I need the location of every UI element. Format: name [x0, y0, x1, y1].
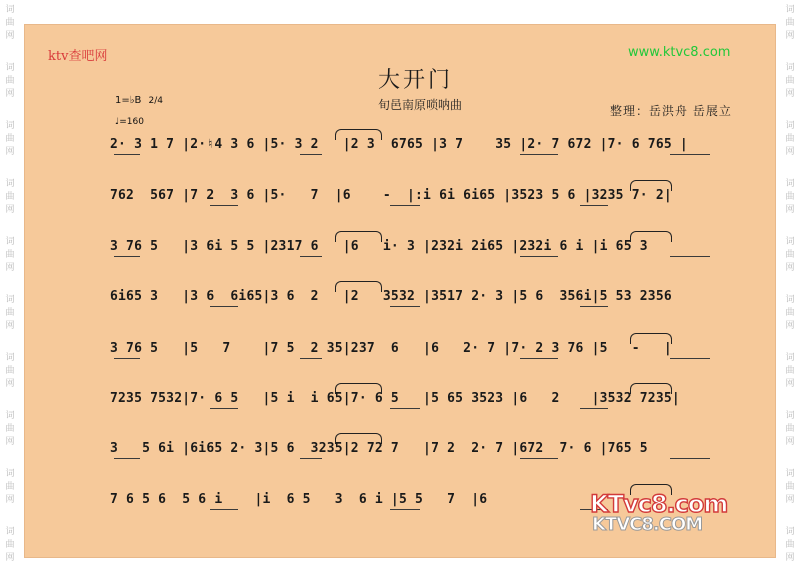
watermark-text: 词 曲 网 [5, 295, 15, 331]
score-line [110, 289, 760, 313]
site-brand-left[interactable]: ktv查吧网 [48, 49, 108, 64]
logo-line-1: KTvc8.com [590, 490, 728, 518]
beam-line [210, 306, 238, 307]
jianpu-notes: 7 6 5 6 5 6 i |i 6 5 3 6 i |5 5 7 |6 [110, 492, 488, 507]
time-signature: 2/4 [148, 96, 163, 106]
slur-mark [630, 180, 672, 191]
site-logo[interactable] [590, 490, 750, 545]
watermark-text: 词 曲 网 [785, 527, 795, 563]
watermark-text: 词 曲 网 [5, 237, 15, 273]
beam-line [300, 154, 322, 155]
slur-mark [630, 383, 672, 394]
score-line [110, 441, 760, 465]
slur-mark [335, 129, 382, 140]
beam-line [390, 408, 420, 409]
key-signature [115, 94, 163, 108]
beam-line [390, 205, 420, 206]
watermark-text: 词 曲 网 [5, 121, 15, 157]
beam-line [114, 256, 140, 257]
tempo-marking: ♩=160 [115, 117, 144, 127]
watermark-text: 词 曲 网 [5, 469, 15, 505]
watermark-text: 词 曲 网 [785, 295, 795, 331]
score-line [110, 391, 760, 415]
watermark-text: 词 曲 网 [5, 5, 15, 41]
beam-line [210, 408, 238, 409]
watermark-text: 词 曲 网 [5, 63, 15, 99]
beam-line [520, 358, 558, 359]
score-line [110, 341, 760, 365]
logo-line-2: KTVC8.COM [592, 514, 703, 535]
jianpu-notes: 3 5 6i |6i65 2· 3|5 6 3235|2 72 7 |7 2 2· 7 |672 7· 6 |765 5 [110, 441, 648, 456]
slur-mark [335, 231, 382, 242]
song-title: 大开门 [378, 68, 454, 93]
watermark-text: 词 曲 网 [5, 179, 15, 215]
watermark-text: 词 曲 网 [785, 353, 795, 389]
song-subtitle: 旬邑南原唢呐曲 [378, 98, 463, 112]
beam-line [670, 358, 710, 359]
jianpu-notes: 6i65 3 |3 6 6i65|3 6 2 |2 3532 |3517 2· 3 |5 6 356i|5 53 2356 [110, 289, 672, 304]
watermark-text: 词 曲 网 [785, 63, 795, 99]
beam-line [114, 458, 140, 459]
watermark-text: 词 曲 网 [785, 121, 795, 157]
right-watermark-column [780, 0, 800, 579]
beam-line [520, 458, 558, 459]
watermark-text: 词 曲 网 [785, 411, 795, 447]
beam-line [210, 205, 238, 206]
beam-line [390, 306, 420, 307]
beam-line [114, 154, 140, 155]
watermark-text: 词 曲 网 [785, 179, 795, 215]
beam-line [580, 306, 608, 307]
watermark-text: 词 曲 网 [5, 527, 15, 563]
beam-line [300, 256, 322, 257]
beam-line [210, 509, 238, 510]
beam-line [670, 256, 710, 257]
left-watermark-column [0, 0, 20, 579]
beam-line [114, 358, 140, 359]
beam-line [390, 509, 420, 510]
watermark-text: 词 曲 网 [5, 353, 15, 389]
beam-line [300, 358, 322, 359]
score-line [110, 239, 760, 263]
watermark-text: 词 曲 网 [785, 5, 795, 41]
slur-mark [630, 231, 672, 242]
watermark-text: 词 曲 网 [5, 411, 15, 447]
jianpu-notes: 7235 7532|7· 6 5 |5 i i 65|7· 6 5 |5 65 3523 |6 2 |3532 7235| [110, 391, 680, 406]
slur-mark [335, 433, 382, 444]
slur-mark [335, 281, 382, 292]
watermark-text: 词 曲 网 [785, 469, 795, 505]
beam-line [670, 154, 710, 155]
site-url-right[interactable]: www.ktvc8.com [628, 45, 731, 60]
slur-mark [335, 383, 382, 394]
beam-line [520, 256, 558, 257]
beam-line [580, 408, 608, 409]
jianpu-notes: 762 567 |7 2 3 6 |5· 7 |6 - |:i 6i 6i65 |3523 5 6 |3235 7· 2| [110, 188, 672, 203]
score-line [110, 137, 760, 161]
slur-mark [630, 333, 672, 344]
beam-line [580, 205, 608, 206]
score-line [110, 188, 760, 212]
jianpu-notes: 2· 3 1 7 |2·♮4 3 6 |5· 3 2 |2 3 6765 |3 7 35 |2· 7 672 |7· 6 765 | [110, 137, 688, 152]
watermark-text: 词 曲 网 [785, 237, 795, 273]
beam-line [520, 154, 558, 155]
beam-line [300, 458, 322, 459]
key-value: 1=♭B [115, 95, 142, 106]
jianpu-notes: 3 76 5 |5 7 |7 5 2 35|237 6 |6 2· 7 |7· 2 3 76 |5 - | [110, 341, 672, 356]
beam-line [670, 458, 710, 459]
arranger-credit: 整理：岳洪舟 岳展立 [610, 104, 732, 118]
jianpu-notes: 3 76 5 |3 6i 5 5 |2317 6 |6 i· 3 |232i 2i65 |232i 6 i |i 65 3 [110, 239, 648, 254]
